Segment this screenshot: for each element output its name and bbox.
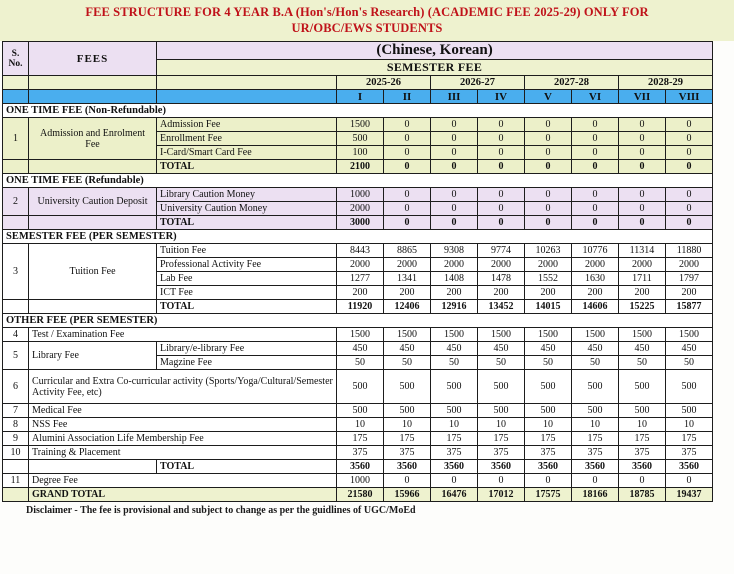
total-value-sem-4: 13452	[478, 300, 525, 314]
row-value-sem-7: 0	[619, 188, 666, 202]
row-value-sem-3: 175	[431, 432, 478, 446]
total-group	[29, 216, 157, 230]
row-value-sem-1: 1500	[337, 328, 384, 342]
row-fee-name: NSS Fee	[29, 418, 337, 432]
header-sno: S. No.	[3, 42, 29, 76]
row-value-sem-2: 0	[384, 118, 431, 132]
total-group	[29, 460, 157, 474]
header-year-2: 2026-27	[431, 76, 525, 90]
row-value-sem-2: 175	[384, 432, 431, 446]
total-value-sem-3: 3560	[431, 460, 478, 474]
row-value-sem-2: 0	[384, 146, 431, 160]
row-sno: 7	[3, 404, 29, 418]
row-value-sem-8: 500	[666, 370, 713, 404]
row-sno: 11	[3, 474, 29, 488]
row-value-sem-2: 0	[384, 474, 431, 488]
table-row	[3, 404, 713, 418]
title-line-1: FEE STRUCTURE FOR 4 YEAR B.A (Hon's/Hon's Research) (ACADEMIC FEE 2025-29) ONLY FOR	[85, 5, 649, 19]
row-value-sem-6: 0	[572, 474, 619, 488]
row-value-sem-7: 0	[619, 132, 666, 146]
row-sno: 1	[3, 118, 29, 160]
row-value-sem-1: 1500	[337, 118, 384, 132]
row-fee-name: University Caution Money	[157, 202, 337, 216]
total-label: TOTAL	[157, 300, 337, 314]
row-sno: 2	[3, 188, 29, 216]
row-value-sem-3: 1408	[431, 272, 478, 286]
row-value-sem-8: 11880	[666, 244, 713, 258]
row-fee-name: Library Fee	[29, 342, 157, 370]
total-value-sem-5: 0	[525, 216, 572, 230]
row-value-sem-2: 2000	[384, 258, 431, 272]
table-row	[3, 118, 713, 132]
grand-total-value-sem-8: 19437	[666, 488, 713, 502]
header-semester-VI: VI	[572, 90, 619, 104]
table-total-row	[3, 216, 713, 230]
row-sno: 8	[3, 418, 29, 432]
row-value-sem-5: 10263	[525, 244, 572, 258]
row-value-sem-4: 10	[478, 418, 525, 432]
row-value-sem-6: 1500	[572, 328, 619, 342]
row-value-sem-6: 200	[572, 286, 619, 300]
row-value-sem-4: 375	[478, 446, 525, 460]
row-fee-name: Admission Fee	[157, 118, 337, 132]
section-header-row	[3, 104, 713, 118]
row-value-sem-7: 1711	[619, 272, 666, 286]
header-semester-VII: VII	[619, 90, 666, 104]
row-value-sem-2: 50	[384, 356, 431, 370]
row-sno: 5	[3, 342, 29, 370]
total-value-sem-2: 3560	[384, 460, 431, 474]
header-row-years	[3, 76, 713, 90]
total-sno	[3, 216, 29, 230]
row-sno: 9	[3, 432, 29, 446]
row-value-sem-2: 0	[384, 188, 431, 202]
row-value-sem-4: 1478	[478, 272, 525, 286]
row-value-sem-7: 2000	[619, 258, 666, 272]
row-value-sem-3: 0	[431, 202, 478, 216]
section-header-row	[3, 174, 713, 188]
row-fee-name: Lab Fee	[157, 272, 337, 286]
grand-total-value-sem-6: 18166	[572, 488, 619, 502]
total-value-sem-6: 0	[572, 216, 619, 230]
row-value-sem-8: 10	[666, 418, 713, 432]
fee-structure-table	[2, 41, 713, 502]
row-value-sem-2: 500	[384, 370, 431, 404]
row-value-sem-3: 0	[431, 188, 478, 202]
row-value-sem-8: 500	[666, 404, 713, 418]
row-value-sem-3: 10	[431, 418, 478, 432]
total-value-sem-4: 3560	[478, 460, 525, 474]
row-value-sem-8: 2000	[666, 258, 713, 272]
row-value-sem-7: 10	[619, 418, 666, 432]
row-value-sem-1: 500	[337, 370, 384, 404]
row-value-sem-1: 50	[337, 356, 384, 370]
row-fee-name: Training & Placement	[29, 446, 337, 460]
row-value-sem-6: 0	[572, 188, 619, 202]
total-value-sem-5: 14015	[525, 300, 572, 314]
row-value-sem-5: 1500	[525, 328, 572, 342]
row-value-sem-5: 500	[525, 370, 572, 404]
grand-total-label: GRAND TOTAL	[29, 488, 337, 502]
row-value-sem-5: 450	[525, 342, 572, 356]
header-blue-sno	[3, 90, 29, 104]
total-value-sem-6: 0	[572, 160, 619, 174]
header-semester-II: II	[384, 90, 431, 104]
table-row	[3, 244, 713, 258]
total-value-sem-3: 0	[431, 216, 478, 230]
total-value-sem-2: 12406	[384, 300, 431, 314]
grand-total-value-sem-5: 17575	[525, 488, 572, 502]
total-value-sem-7: 0	[619, 216, 666, 230]
grand-total-value-sem-1: 21580	[337, 488, 384, 502]
total-value-sem-7: 0	[619, 160, 666, 174]
total-value-sem-3: 12916	[431, 300, 478, 314]
row-value-sem-5: 375	[525, 446, 572, 460]
row-value-sem-5: 0	[525, 146, 572, 160]
title-line-2: UR/OBC/EWS STUDENTS	[291, 21, 443, 35]
row-value-sem-2: 10	[384, 418, 431, 432]
row-value-sem-8: 0	[666, 146, 713, 160]
row-value-sem-8: 0	[666, 202, 713, 216]
grand-total-sno	[3, 488, 29, 502]
row-value-sem-5: 0	[525, 474, 572, 488]
row-fee-name: Professional Activity Fee	[157, 258, 337, 272]
table-row	[3, 474, 713, 488]
header-semester-V: V	[525, 90, 572, 104]
grand-total-value-sem-7: 18785	[619, 488, 666, 502]
row-value-sem-6: 0	[572, 146, 619, 160]
row-value-sem-3: 0	[431, 118, 478, 132]
table-total-row	[3, 460, 713, 474]
row-value-sem-3: 500	[431, 404, 478, 418]
grand-total-row	[3, 488, 713, 502]
row-value-sem-8: 375	[666, 446, 713, 460]
header-spacer-fees	[29, 76, 157, 90]
header-spacer-subfees	[157, 76, 337, 90]
row-value-sem-1: 500	[337, 132, 384, 146]
row-value-sem-6: 1630	[572, 272, 619, 286]
row-value-sem-3: 0	[431, 132, 478, 146]
row-value-sem-4: 0	[478, 132, 525, 146]
row-value-sem-1: 1277	[337, 272, 384, 286]
row-value-sem-7: 200	[619, 286, 666, 300]
total-value-sem-5: 3560	[525, 460, 572, 474]
row-value-sem-3: 50	[431, 356, 478, 370]
row-value-sem-6: 2000	[572, 258, 619, 272]
row-sno: 3	[3, 244, 29, 300]
section-label: SEMESTER FEE (PER SEMESTER)	[3, 230, 713, 244]
row-value-sem-1: 175	[337, 432, 384, 446]
row-value-sem-3: 0	[431, 146, 478, 160]
row-value-sem-4: 0	[478, 118, 525, 132]
row-value-sem-4: 0	[478, 146, 525, 160]
row-fee-name: I-Card/Smart Card Fee	[157, 146, 337, 160]
row-value-sem-7: 500	[619, 404, 666, 418]
row-value-sem-3: 9308	[431, 244, 478, 258]
header-blue-fees	[29, 90, 157, 104]
grand-total-value-sem-2: 15966	[384, 488, 431, 502]
total-sno	[3, 300, 29, 314]
row-value-sem-2: 8865	[384, 244, 431, 258]
row-value-sem-6: 450	[572, 342, 619, 356]
row-sno: 10	[3, 446, 29, 460]
row-value-sem-4: 1500	[478, 328, 525, 342]
header-fees: FEES	[29, 42, 157, 76]
row-value-sem-5: 0	[525, 202, 572, 216]
table-row	[3, 446, 713, 460]
header-row-semesters	[3, 90, 713, 104]
row-value-sem-4: 175	[478, 432, 525, 446]
row-value-sem-3: 375	[431, 446, 478, 460]
row-value-sem-4: 2000	[478, 258, 525, 272]
row-value-sem-5: 200	[525, 286, 572, 300]
row-value-sem-4: 0	[478, 202, 525, 216]
total-value-sem-6: 14606	[572, 300, 619, 314]
row-value-sem-8: 0	[666, 118, 713, 132]
row-value-sem-2: 200	[384, 286, 431, 300]
row-value-sem-6: 10	[572, 418, 619, 432]
row-value-sem-7: 50	[619, 356, 666, 370]
header-semester-IV: IV	[478, 90, 525, 104]
row-value-sem-8: 0	[666, 188, 713, 202]
row-value-sem-6: 500	[572, 370, 619, 404]
row-value-sem-2: 500	[384, 404, 431, 418]
row-value-sem-1: 10	[337, 418, 384, 432]
total-value-sem-2: 0	[384, 160, 431, 174]
row-group-label: University Caution Deposit	[29, 188, 157, 216]
row-fee-name: Tuition Fee	[157, 244, 337, 258]
table-total-row	[3, 300, 713, 314]
row-value-sem-8: 50	[666, 356, 713, 370]
row-value-sem-5: 10	[525, 418, 572, 432]
row-sub-fee-name: Magzine Fee	[157, 356, 337, 370]
row-value-sem-5: 50	[525, 356, 572, 370]
row-value-sem-8: 0	[666, 474, 713, 488]
row-value-sem-5: 175	[525, 432, 572, 446]
row-value-sem-1: 1000	[337, 474, 384, 488]
row-value-sem-6: 0	[572, 118, 619, 132]
row-value-sem-1: 2000	[337, 202, 384, 216]
row-value-sem-7: 175	[619, 432, 666, 446]
row-value-sem-7: 0	[619, 202, 666, 216]
row-value-sem-7: 1500	[619, 328, 666, 342]
row-value-sem-2: 1500	[384, 328, 431, 342]
section-label: ONE TIME FEE (Refundable)	[3, 174, 713, 188]
row-value-sem-3: 1500	[431, 328, 478, 342]
table-row	[3, 370, 713, 404]
row-sub-fee-name: Library/e-library Fee	[157, 342, 337, 356]
row-value-sem-2: 0	[384, 202, 431, 216]
row-value-sem-4: 50	[478, 356, 525, 370]
table-row	[3, 418, 713, 432]
table-row	[3, 328, 713, 342]
total-sno	[3, 460, 29, 474]
total-value-sem-1: 3560	[337, 460, 384, 474]
total-group	[29, 300, 157, 314]
row-group-label: Tuition Fee	[29, 244, 157, 300]
header-semester-III: III	[431, 90, 478, 104]
row-value-sem-2: 450	[384, 342, 431, 356]
row-sno: 4	[3, 328, 29, 342]
table-row	[3, 188, 713, 202]
row-value-sem-5: 0	[525, 132, 572, 146]
row-value-sem-4: 0	[478, 188, 525, 202]
row-value-sem-6: 0	[572, 202, 619, 216]
header-semester-fee: SEMESTER FEE	[157, 60, 713, 76]
total-value-sem-8: 15877	[666, 300, 713, 314]
total-label: TOTAL	[157, 160, 337, 174]
row-value-sem-7: 0	[619, 146, 666, 160]
section-header-row	[3, 230, 713, 244]
grand-total-value-sem-3: 16476	[431, 488, 478, 502]
header-year-1: 2025-26	[337, 76, 431, 90]
row-value-sem-2: 1341	[384, 272, 431, 286]
row-value-sem-7: 0	[619, 118, 666, 132]
total-value-sem-8: 0	[666, 160, 713, 174]
table-row	[3, 432, 713, 446]
header-blue-subfees	[157, 90, 337, 104]
row-value-sem-1: 2000	[337, 258, 384, 272]
row-sno: 6	[3, 370, 29, 404]
header-year-3: 2027-28	[525, 76, 619, 90]
section-header-row	[3, 314, 713, 328]
row-fee-name: Curricular and Extra Co-curricular activity (Sports/Yoga/Cultural/Semester Activity Fee, etc)	[29, 370, 337, 404]
row-value-sem-4: 500	[478, 370, 525, 404]
row-value-sem-4: 0	[478, 474, 525, 488]
disclaimer-text: Disclaimer - The fee is provisional and subject to change as per the guidlines of UGC/MoEd	[26, 505, 416, 516]
row-fee-name: Test / Examination Fee	[29, 328, 337, 342]
row-value-sem-7: 450	[619, 342, 666, 356]
table-total-row	[3, 160, 713, 174]
row-value-sem-4: 200	[478, 286, 525, 300]
row-value-sem-7: 375	[619, 446, 666, 460]
document-title-band	[0, 0, 734, 41]
row-value-sem-1: 450	[337, 342, 384, 356]
row-value-sem-8: 1500	[666, 328, 713, 342]
row-value-sem-1: 8443	[337, 244, 384, 258]
row-value-sem-1: 375	[337, 446, 384, 460]
row-value-sem-6: 175	[572, 432, 619, 446]
row-value-sem-5: 500	[525, 404, 572, 418]
total-value-sem-4: 0	[478, 160, 525, 174]
grand-total-value-sem-4: 17012	[478, 488, 525, 502]
row-value-sem-8: 0	[666, 132, 713, 146]
row-value-sem-3: 2000	[431, 258, 478, 272]
total-value-sem-2: 0	[384, 216, 431, 230]
header-semester-VIII: VIII	[666, 90, 713, 104]
row-value-sem-7: 11314	[619, 244, 666, 258]
row-fee-name: Enrollment Fee	[157, 132, 337, 146]
total-value-sem-8: 0	[666, 216, 713, 230]
total-value-sem-1: 3000	[337, 216, 384, 230]
row-value-sem-8: 1797	[666, 272, 713, 286]
header-semester-I: I	[337, 90, 384, 104]
total-sno	[3, 160, 29, 174]
row-value-sem-1: 1000	[337, 188, 384, 202]
row-value-sem-4: 9774	[478, 244, 525, 258]
row-value-sem-3: 500	[431, 370, 478, 404]
row-fee-name: ICT Fee	[157, 286, 337, 300]
header-row-program	[3, 42, 713, 60]
row-value-sem-6: 0	[572, 132, 619, 146]
row-value-sem-4: 500	[478, 404, 525, 418]
row-value-sem-6: 500	[572, 404, 619, 418]
header-program: (Chinese, Korean)	[157, 42, 713, 60]
row-value-sem-6: 10776	[572, 244, 619, 258]
row-value-sem-6: 50	[572, 356, 619, 370]
row-value-sem-6: 375	[572, 446, 619, 460]
row-value-sem-8: 175	[666, 432, 713, 446]
row-value-sem-2: 375	[384, 446, 431, 460]
row-value-sem-8: 450	[666, 342, 713, 356]
row-value-sem-1: 500	[337, 404, 384, 418]
total-value-sem-5: 0	[525, 160, 572, 174]
row-value-sem-1: 200	[337, 286, 384, 300]
total-value-sem-8: 3560	[666, 460, 713, 474]
row-value-sem-2: 0	[384, 132, 431, 146]
row-fee-name: Alumini Association Life Membership Fee	[29, 432, 337, 446]
row-value-sem-5: 0	[525, 188, 572, 202]
row-value-sem-5: 0	[525, 118, 572, 132]
total-label: TOTAL	[157, 460, 337, 474]
total-value-sem-4: 0	[478, 216, 525, 230]
section-label: OTHER FEE (PER SEMESTER)	[3, 314, 713, 328]
total-value-sem-3: 0	[431, 160, 478, 174]
header-spacer-sno	[3, 76, 29, 90]
row-value-sem-3: 450	[431, 342, 478, 356]
total-value-sem-6: 3560	[572, 460, 619, 474]
total-value-sem-7: 3560	[619, 460, 666, 474]
row-value-sem-3: 200	[431, 286, 478, 300]
total-value-sem-1: 2100	[337, 160, 384, 174]
row-value-sem-7: 0	[619, 474, 666, 488]
total-value-sem-1: 11920	[337, 300, 384, 314]
row-value-sem-4: 450	[478, 342, 525, 356]
row-value-sem-5: 2000	[525, 258, 572, 272]
row-group-label: Admission and Enrolment Fee	[29, 118, 157, 160]
header-year-4: 2028-29	[619, 76, 713, 90]
row-value-sem-8: 200	[666, 286, 713, 300]
row-value-sem-5: 1552	[525, 272, 572, 286]
row-fee-name: Medical Fee	[29, 404, 337, 418]
total-group	[29, 160, 157, 174]
table-row	[3, 342, 713, 356]
row-value-sem-1: 100	[337, 146, 384, 160]
row-value-sem-7: 500	[619, 370, 666, 404]
section-label: ONE TIME FEE (Non-Refundable)	[3, 104, 713, 118]
row-fee-name: Degree Fee	[29, 474, 337, 488]
fee-table-body	[3, 42, 713, 502]
row-value-sem-3: 0	[431, 474, 478, 488]
row-fee-name: Library Caution Money	[157, 188, 337, 202]
total-label: TOTAL	[157, 216, 337, 230]
total-value-sem-7: 15225	[619, 300, 666, 314]
